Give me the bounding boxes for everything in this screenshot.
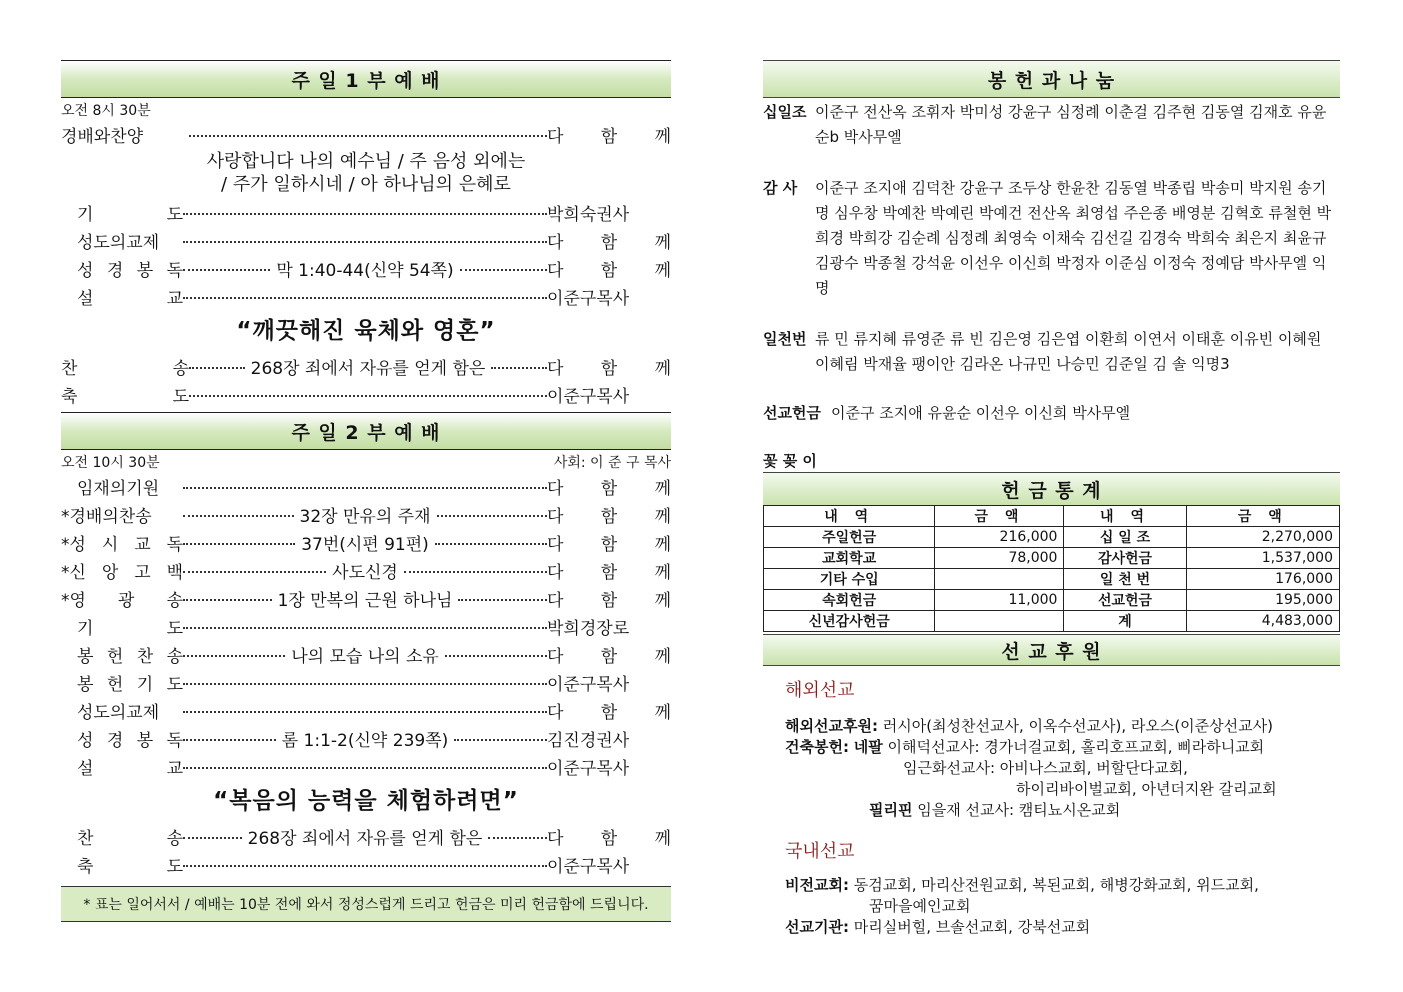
order-label: 기 도 xyxy=(77,204,183,225)
order-label: 축 도 xyxy=(77,856,183,877)
service1-hymns xyxy=(61,150,671,196)
thanks-names: 이준구 조지애 김덕찬 강윤구 조두상 한윤찬 김동열 박종립 박송미 박지원 송기명 심우창 박예찬 박예린 박예건 전산옥 최영섭 주은종 배영분 김혁호 류철현 박희경 박희강 김순례 심정례 최영숙 이채숙 김선길 김경숙 박희숙 최은지 최윤규 김광수 박종철 강석윤 이선우 이신희 박정자 이준심 이정숙 정예담 박사무엘 익명 xyxy=(815,179,1332,297)
stats-item: 일 천 번 xyxy=(1064,569,1186,590)
order-detail: 롬 1:1-2(신약 239쪽) xyxy=(276,726,455,751)
order-label: *영 광 송 xyxy=(61,590,183,611)
right-column xyxy=(763,60,1340,938)
stats-item: 계 xyxy=(1064,611,1186,632)
dotted-leader xyxy=(183,558,547,583)
service2-time: 오전 10시 30분 xyxy=(61,455,160,471)
order-label: 성 경 봉 독 xyxy=(77,730,183,751)
stats-amount: 176,000 xyxy=(1186,569,1339,590)
order-row xyxy=(61,120,671,148)
stats-row xyxy=(764,590,1340,611)
stats-row xyxy=(764,611,1340,632)
stats-header: 헌 금 통 계 xyxy=(763,472,1340,505)
stats-item: 기타 수입 xyxy=(764,569,935,590)
stats-item: 속회헌금 xyxy=(764,590,935,611)
service2-sermon-title: “복음의 능력을 체험하려면” xyxy=(213,788,519,814)
mission-org-list: 마리실버힐, 브솔선교회, 강북선교회 xyxy=(853,918,1091,936)
mission-offering-label: 선교헌금 xyxy=(763,404,821,422)
order-detail: 막 1:40-44(신약 54쪽) xyxy=(270,256,459,281)
dotted-leader xyxy=(183,855,547,873)
order-row xyxy=(61,500,671,528)
order-row xyxy=(61,640,671,668)
order-leader: 김진경권사 xyxy=(547,730,630,751)
dotted-leader xyxy=(183,617,547,635)
dotted-leader xyxy=(183,673,547,691)
overseas-line-3: 임근화선교사: 아비나스교회, 버할단다교회, xyxy=(903,759,1188,777)
order-label: 성도의교제 xyxy=(77,232,160,253)
stats-head-row xyxy=(764,506,1340,527)
stats-row xyxy=(764,548,1340,569)
dotted-leader xyxy=(189,354,547,379)
order-detail: 32장 만유의 주재 xyxy=(294,502,437,527)
order-row xyxy=(61,472,671,500)
order-label: *성 시 교 독 xyxy=(61,534,183,555)
domestic-mission-title: 국내선교 xyxy=(785,841,855,862)
order-row xyxy=(61,254,671,282)
order-leader: 이준구목사 xyxy=(547,758,630,779)
order-label: 설 교 xyxy=(77,288,183,309)
order-leader: 이준구목사 xyxy=(547,856,630,877)
order-detail: 268장 죄에서 자유를 얻게 함은 xyxy=(245,354,492,379)
dotted-leader xyxy=(183,757,547,775)
overseas-line-5 xyxy=(785,800,1340,821)
order-leader: 다 함 께 xyxy=(547,646,671,667)
service1-order-c xyxy=(61,352,671,408)
order-label: 성도의교제 xyxy=(77,702,160,723)
order-row xyxy=(61,850,671,878)
order-label: 경배와찬양 xyxy=(61,126,144,147)
order-leader: 이준구목사 xyxy=(547,288,630,309)
order-leader: 이준구목사 xyxy=(547,674,630,695)
order-label: 설 교 xyxy=(77,758,183,779)
stats-amount: 1,537,000 xyxy=(1186,548,1339,569)
order-label: *경배의찬송 xyxy=(61,506,152,527)
dotted-leader xyxy=(183,701,547,719)
building-label: 건축봉헌: xyxy=(785,738,849,756)
service1-header: 주 일 1 부 예 배 xyxy=(61,60,671,98)
nepal-missionary-1: 이해덕선교사: 경가너걸교회, 홀리호프교회, 삐라하니교회 xyxy=(887,738,1265,756)
order-leader: 다 함 께 xyxy=(547,534,671,555)
thousand-label: 일천번 xyxy=(763,330,807,348)
stats-row xyxy=(764,569,1340,590)
mission-support-header: 선 교 후 원 xyxy=(763,634,1340,666)
service1-sermon-title: “깨끗해진 육체와 영혼” xyxy=(236,318,496,344)
stats-amount: 11,000 xyxy=(935,590,1064,611)
dotted-leader xyxy=(183,642,547,667)
thanks-list xyxy=(763,176,1340,301)
overseas-line-2 xyxy=(785,737,1340,758)
order-detail: 268장 죄에서 자유를 얻게 함은 xyxy=(242,824,489,849)
stats-amount xyxy=(935,611,1064,632)
order-label: 기 도 xyxy=(77,618,183,639)
order-row xyxy=(61,528,671,556)
order-detail: 1장 만복의 근원 하나님 xyxy=(272,586,459,611)
order-label: 임재의기원 xyxy=(77,478,160,499)
order-leader: 다 함 께 xyxy=(547,702,671,723)
stats-item: 신년감사헌금 xyxy=(764,611,935,632)
order-leader: 다 함 께 xyxy=(547,358,671,379)
service2-order-a xyxy=(61,472,671,780)
order-label: 찬 송 xyxy=(77,828,183,849)
order-detail: 37번(시편 91편) xyxy=(295,530,435,555)
order-leader: 다 함 께 xyxy=(547,562,671,583)
mission-offering-names: 이준구 조지애 유윤순 이선우 이신희 박사무엘 xyxy=(831,404,1131,422)
order-leader: 다 함 께 xyxy=(547,260,671,281)
stats-amount: 216,000 xyxy=(935,527,1064,548)
mission-offering-list xyxy=(763,401,1340,426)
stats-amount: 78,000 xyxy=(935,548,1064,569)
order-detail: 사도신경 xyxy=(326,558,404,583)
service2-leader: 사회: 이 준 구 목사 xyxy=(553,455,671,471)
stats-amount: 195,000 xyxy=(1186,590,1339,611)
philippines-missionary: 임을재 선교사: 캠티뇨시온교회 xyxy=(917,801,1121,819)
vision-church-list: 동검교회, 마리산전원교회, 복된교회, 해병강화교회, 위드교회, xyxy=(853,876,1259,894)
stats-item: 주일헌금 xyxy=(764,527,935,548)
service2-order-b xyxy=(61,822,671,878)
vision-church-label: 비전교회: xyxy=(785,876,849,894)
order-leader: 다 함 께 xyxy=(547,828,671,849)
order-row xyxy=(61,752,671,780)
order-row xyxy=(61,198,671,226)
thanks-label: 감 사 xyxy=(763,179,798,197)
domestic-mission-body xyxy=(785,875,1340,938)
overseas-mission-title: 해외선교 xyxy=(785,680,855,701)
overseas-support-text: 러시아(최성찬선교사, 이옥수선교사), 라오스(이준상선교사) xyxy=(882,717,1273,735)
stats-body xyxy=(764,527,1340,632)
dotted-leader xyxy=(183,586,547,611)
philippines-label: 필리핀 xyxy=(869,801,913,819)
stats-row xyxy=(764,527,1340,548)
service2-subheader xyxy=(61,450,671,472)
order-leader: 이준구목사 xyxy=(547,386,630,407)
order-leader: 박희경장로 xyxy=(547,618,630,639)
order-leader: 다 함 께 xyxy=(547,126,671,147)
order-label: 성 경 봉 독 xyxy=(77,260,183,281)
order-row xyxy=(61,380,671,408)
overseas-line-4: 하이리바이벌교회, 아년더지완 갈리교회 xyxy=(1016,780,1277,798)
order-row xyxy=(61,226,671,254)
domestic-line-2: 꿈마을예인교회 xyxy=(869,897,971,915)
dotted-leader xyxy=(189,125,547,143)
overseas-mission-body xyxy=(785,716,1340,821)
order-label: 축 도 xyxy=(61,386,189,407)
order-label: 봉 헌 찬 송 xyxy=(77,646,183,667)
order-row xyxy=(61,822,671,850)
dotted-leader xyxy=(183,287,547,305)
dotted-leader xyxy=(183,256,547,281)
order-label: 찬 송 xyxy=(61,358,189,379)
dotted-leader xyxy=(183,203,547,221)
notice-bar: * 표는 일어서서 / 예배는 10분 전에 와서 정성스럽게 드리고 헌금은 미리 헌금함에 드립니다. xyxy=(61,886,671,922)
order-label: *신 앙 고 백 xyxy=(61,562,183,583)
tithe-label: 십일조 xyxy=(763,103,807,121)
offering-header: 봉 헌 과 나 눔 xyxy=(763,60,1340,98)
offering-stats-table xyxy=(763,505,1340,632)
left-column xyxy=(61,60,671,922)
overseas-line-1 xyxy=(785,716,1340,737)
domestic-line-3 xyxy=(785,917,1340,938)
dotted-leader xyxy=(183,726,547,751)
overseas-support-label: 해외선교후원: xyxy=(785,717,878,735)
dotted-leader xyxy=(183,231,547,249)
stats-item: 십 일 조 xyxy=(1064,527,1186,548)
dotted-leader xyxy=(183,502,547,527)
stats-head-cell: 내 역 xyxy=(764,506,935,527)
order-row xyxy=(61,612,671,640)
order-row xyxy=(61,282,671,310)
order-leader: 다 함 께 xyxy=(547,506,671,527)
hymn-line-1: 사랑합니다 나의 예수님 / 주 음성 외에는 xyxy=(206,151,526,172)
order-row xyxy=(61,724,671,752)
stats-amount: 4,483,000 xyxy=(1186,611,1339,632)
order-row xyxy=(61,584,671,612)
flower-arrangement: 꽃 꽂 이 xyxy=(763,452,817,470)
order-row xyxy=(61,696,671,724)
dotted-leader xyxy=(183,530,547,555)
stats-head-cell: 금 액 xyxy=(1186,506,1339,527)
hymn-line-2: / 주가 일하시네 / 아 하나님의 은혜로 xyxy=(221,174,511,195)
thousand-list xyxy=(763,327,1340,377)
domestic-line-1 xyxy=(785,875,1340,896)
nepal-label: 네팔 xyxy=(853,738,883,756)
service1-time: 오전 8시 30분 xyxy=(61,103,151,119)
service1-order-b xyxy=(61,198,671,310)
stats-amount xyxy=(935,569,1064,590)
stats-item: 감사헌금 xyxy=(1064,548,1186,569)
stats-head-cell: 금 액 xyxy=(935,506,1064,527)
dotted-leader xyxy=(183,477,547,495)
order-row xyxy=(61,668,671,696)
service2-header: 주 일 2 부 예 배 xyxy=(61,412,671,450)
order-leader: 다 함 께 xyxy=(547,590,671,611)
order-leader: 박희숙권사 xyxy=(547,204,630,225)
tithe-names: 이준구 전산옥 조휘자 박미성 강윤구 심정례 이춘걸 김주현 김동열 김재호 유윤순b 박사무엘 xyxy=(815,103,1327,146)
order-row xyxy=(61,556,671,584)
stats-head-cell: 내 역 xyxy=(1064,506,1186,527)
order-row xyxy=(61,352,671,380)
dotted-leader xyxy=(189,385,547,403)
order-leader: 다 함 께 xyxy=(547,232,671,253)
order-label: 봉 헌 기 도 xyxy=(77,674,183,695)
service1-subheader xyxy=(61,98,671,120)
service1-order-a xyxy=(61,120,671,148)
tithe-list xyxy=(763,100,1340,150)
stats-item: 교회학교 xyxy=(764,548,935,569)
order-detail: 나의 모습 나의 소유 xyxy=(285,642,445,667)
order-leader: 다 함 께 xyxy=(547,478,671,499)
dotted-leader xyxy=(183,824,547,849)
stats-item: 선교헌금 xyxy=(1064,590,1186,611)
mission-org-label: 선교기관: xyxy=(785,918,849,936)
thousand-names: 류 민 류지혜 류영준 류 빈 김은영 김은엽 이환희 이연서 이태훈 이유빈 이혜원 이혜림 박재율 팽이안 김라온 나규민 나승민 김준일 김 솔 익명3 xyxy=(815,330,1322,373)
stats-amount: 2,270,000 xyxy=(1186,527,1339,548)
